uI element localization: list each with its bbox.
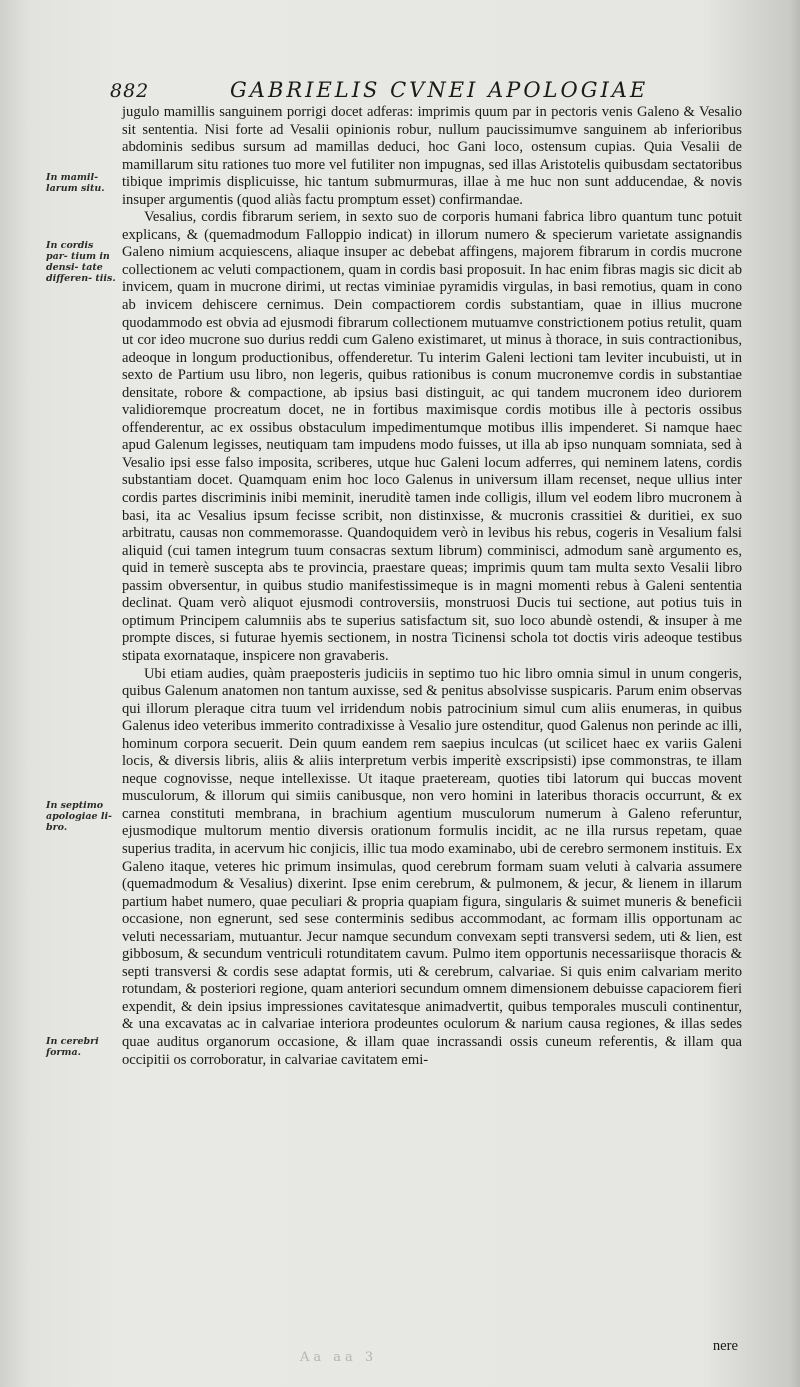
page-number: 882 (110, 80, 150, 102)
signature-mark: Aa aa 3 (300, 1350, 378, 1365)
main-text (122, 104, 742, 1069)
margin-note-cordis: In cordis par- tium in densi- tate differen- tiis. (46, 240, 116, 284)
margin-note-cerebri: In cerebri forma. (46, 1036, 99, 1058)
running-title: GABRIELIS CVNEI APOLOGIAE (230, 78, 649, 102)
paragraph-2: Vesalius, cordis fibrarum seriem, in sexto suo de corporis humani fabrica libro quantum tunc potuit explicans, & (quemadmodum Falloppio indicat) in illorum numero & specierum varietate assignandis Galeno nimium acquiescens, aliaque insuper ac debebat affingens, majorem fibrarum in cordis mucrone collectionem ac veluti compactionem, quam in cordis basi proposuit. In hac enim fibras magis sic dicit ab invicem, quam in mucrone dirimi, ut rectas viminiae pyramidis virgulas, in basi remotius, quam in cono ab invicem dehiscere cernimus. Dein compactiorem cordis substantiam, quae in illius mucrone quodammodo est obvia ad ejusmodi fibrarum collectionem mutuamve constrictionem potius retulit, quam ut cor ideo mucrone suo durius reddi cum Galeno existimaret, ut minus à thorace, in suis contractionibus, adeoque in longum productionibus, offenderetur. Tu interim Galeni lectioni tam leviter incubuisti, ut in sexto de Partium usu libro, non legeris, quibus rationibus is conum mucronemve cordis in substantiae densitate, robore & compactione, ab ipsius basi distinguit, ac qui tandem mucronem ideo duriorem validioremque procreatum docet, ne in fortibus maximisque cordis motibus ille à pectoris ossibus offenderentur, ac ex ossibus obstaculum impedimentumque motibus illis impenderet. Si namque haec apud Galenum legisses, neutiquam tam impudens modo fuisses, ut illa ab ipso nunquam somniata, sed à Vesalio ipsi esse falso imposita, scriberes, utque huc Galeni locum adferres, qui neminem latens, cordis substantiam docet. Quamquam enim hoc loco Galenus in universum illam recenset, neque ullius inter cordis partes discriminis inibi meminit, ineruditè tamen inde colligis, illum vel eodem libro mucronem à basi, ita ac Vesalius ipsum fecisse scribit, non distinxisse, & mucronis crassitiei & duritiei, ex suo arbitratu, causas non commemorasse. Quandoquidem verò in levibus his rebus, cogeris in Vesalium falsi aliquid (cui tamen integrum tuum consacras sextum librum) comminisci, admodum sanè argumento es, quid in temerè suscepta abs te provincia, praestare queas; imprimis quum tam multa sexto Vesalii libro passim obversentur, in quibus studio manifestissimeque is in magni momenti rebus à Galeni sententia declinat. Quam verò aliquot ejusmodi controversiis, monstruosi Ducis tui sectione, aut potius tuis in optimum Principem calumniis abs te superius satisfactum sit, suo loco abundè ostendi, & insuper à me prompte disces, si futurae hyemis sectionem, in nostra Ticinensi schola tot doctis viris adeoque testibus stipata exornataque, inspicere non gravaberis. (122, 209, 742, 664)
paragraph-1: jugulo mamillis sanguinem porrigi docet adferas: imprimis quum par in pectoris venis Galeno & Vesalio sit sententia. Nisi forte ad Vesalii opinionis robur, nullum paucissimumve sanguinem ab inferioribus abdominis sedibus sursum ad mamillas deduci, hoc Gani loco, ostensum cupias. Quia Vesalii de mamillarum situ rationes tuo more vel futiliter non impugnas, sed illas Aristotelis quibusdam sectatoribus tibique imprimis displicuisse, hic tantum submurmuras, illae à me huc non sunt adducendae, & novis insuper argumentis (quod aliàs factu promptum esset) confirmandae. (122, 104, 742, 208)
margin-note-septimo: In septimo apologiae li- bro. (46, 800, 112, 833)
page-header (110, 78, 720, 106)
catchword: nere (712, 1338, 738, 1354)
margin-note-mamillae: In mamil- larum situ. (46, 172, 105, 194)
paragraph-3: Ubi etiam audies, quàm praeposteris judiciis in septimo tuo hic libro omnia simul in unum congeris, quibus Galenum anatomen non tantum auxisse, sed & penitus absolvisse suspicaris. Parum enim observas qui illorum pleraque citra tuum vel irridendum nobis patrocinium simul cum aliis enumeras, in quibus Galenus ideo veteribus immerito contradixisse à Vesalio jure ostenditur, quod Galenus non perinde ac illi, hominum corpora secuerit. Dein quum eandem rem saepius inculcas (ut scilicet haec ex variis Galeni locis, & diversis libris, aliis & aliis interpretum verbis imperitè exscripsisti) ipse commonstras, te illam neque cognovisse, neque intellexisse. Ut itaque praeteream, quoties tibi latorum qui buccas movent musculorum, & illorum qui simiis canibusque, non vero homini in lateribus thoracis occurrunt, & ex carnea constituti membrana, in brachium agentium musculorum numerum à Galeno referuntur, ejusmodique multorum mentio diversis orationum formulis incidit, ac ne illa rursus repetam, quae superius tradita, in acervum hic conjicis, illic tua modo examinabo, ubi de cerebro sermonem instituis. Ex Galeno itaque, veteres hic primum insimulas, quod cerebrum formam suam veluti à calvaria assumere (quemadmodum & Vesalius) dixerint. Ipse enim cerebrum, & pulmonem, & jecur, & lienem in illarum partium habet numero, quae peculiari & propria quapiam figura, singularis & suimet muneris & beneficii occasione, non egnerunt, sed sese conterminis sedibus accommodant, ac formam illis opportunam ac veluti necessariam, mutuantur. Jecur namque secundum convexam septi transversi sedem, uti & lien, est gibbosum, & secundum ventriculi rotunditatem cavum. Pulmo item opportunis necessariisque thoracis & septi transversi & cordis sese adaptat formis, uti & cerebrum, calvariae. Si quis enim calvariam merito rotundam, & posteriori regione, quam anteriori secundum omnem dimensionem debuisse capaciorem fieri expendit, & dein ipsius impressiones cavitatesque animadvertit, quibus temporales musculi continentur, & una excavatas ac in calvariae interiora prodeuntes oculorum & narium causa regiones, & illas sedes quae auditus organorum occasione, & illam quae incrassandi ossis cuneum referentis, & illam qua occipitii os corroboratur, in calvariae cavitatem emi- (122, 665, 742, 1068)
